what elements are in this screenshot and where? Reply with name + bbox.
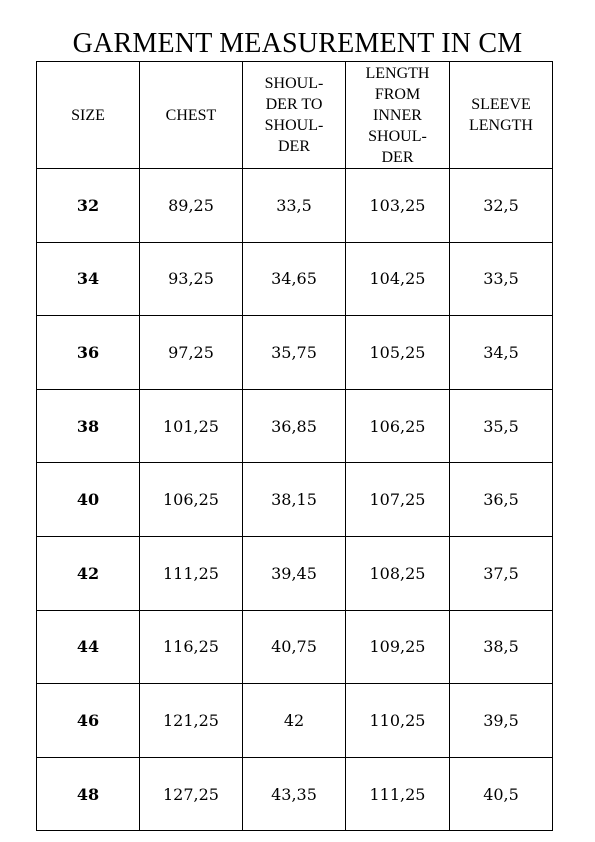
table-row — [37, 316, 553, 390]
header-sleeve-line: LENGTH — [469, 117, 533, 134]
length-cell: 109,25 — [346, 610, 450, 684]
sleeve-cell: 40,5 — [450, 757, 553, 831]
shoulder-cell: 40,75 — [243, 610, 346, 684]
chest-cell: 111,25 — [140, 536, 243, 610]
header-length-line: DER — [381, 148, 414, 166]
table-row — [37, 169, 553, 243]
table-row — [37, 684, 553, 758]
table-header-row — [37, 62, 553, 169]
header-size — [37, 62, 140, 169]
header-chest — [140, 62, 243, 169]
table-row — [37, 757, 553, 831]
page-title: GARMENT MEASUREMENT IN CM — [72, 28, 523, 59]
table-row — [37, 242, 553, 316]
sleeve-cell: 33,5 — [450, 242, 553, 316]
table-row — [37, 389, 553, 463]
size-cell: 38 — [37, 389, 140, 463]
size-cell: 40 — [37, 463, 140, 537]
table-row — [37, 463, 553, 537]
length-cell: 108,25 — [346, 536, 450, 610]
chest-cell: 121,25 — [140, 684, 243, 758]
header-sleeve-line: SLEEVE — [471, 96, 531, 113]
chest-cell: 106,25 — [140, 463, 243, 537]
length-cell: 103,25 — [346, 169, 450, 243]
header-length-line: LENGTH — [365, 64, 430, 82]
size-cell: 44 — [37, 610, 140, 684]
size-cell: 32 — [37, 169, 140, 243]
header-length-line: SHOUL- — [368, 127, 427, 145]
size-cell: 48 — [37, 757, 140, 831]
sleeve-cell: 34,5 — [450, 316, 553, 390]
measurement-table — [36, 61, 553, 831]
length-cell: 105,25 — [346, 316, 450, 390]
length-cell: 107,25 — [346, 463, 450, 537]
sleeve-cell: 37,5 — [450, 536, 553, 610]
length-cell: 104,25 — [346, 242, 450, 316]
size-cell: 36 — [37, 316, 140, 390]
size-cell: 42 — [37, 536, 140, 610]
header-shoulder-line: SHOUL- — [264, 75, 324, 92]
header-shoulder-to-shoulder — [243, 62, 346, 169]
header-chest-line: CHEST — [165, 106, 217, 124]
header-length-from-inner-shoulder — [346, 62, 450, 169]
shoulder-cell: 35,75 — [243, 316, 346, 390]
chest-cell: 127,25 — [140, 757, 243, 831]
chest-cell: 116,25 — [140, 610, 243, 684]
header-sleeve-length — [450, 62, 553, 169]
header-shoulder-line: DER TO — [265, 96, 323, 113]
shoulder-cell: 34,65 — [243, 242, 346, 316]
header-shoulder-line: DER — [278, 138, 310, 155]
chest-cell: 89,25 — [140, 169, 243, 243]
shoulder-cell: 39,45 — [243, 536, 346, 610]
header-shoulder-line: SHOUL- — [264, 117, 324, 134]
shoulder-cell: 33,5 — [243, 169, 346, 243]
header-size-line: SIZE — [71, 106, 105, 124]
chest-cell: 93,25 — [140, 242, 243, 316]
length-cell: 110,25 — [346, 684, 450, 758]
header-length-line: INNER — [373, 106, 422, 124]
chest-cell: 97,25 — [140, 316, 243, 390]
shoulder-cell: 43,35 — [243, 757, 346, 831]
length-cell: 111,25 — [346, 757, 450, 831]
table-row — [37, 536, 553, 610]
sleeve-cell: 36,5 — [450, 463, 553, 537]
sleeve-cell: 32,5 — [450, 169, 553, 243]
table-row — [37, 610, 553, 684]
header-length-line: FROM — [374, 85, 421, 103]
shoulder-cell: 38,15 — [243, 463, 346, 537]
sleeve-cell: 39,5 — [450, 684, 553, 758]
length-cell: 106,25 — [346, 389, 450, 463]
size-cell: 34 — [37, 242, 140, 316]
sleeve-cell: 35,5 — [450, 389, 553, 463]
shoulder-cell: 42 — [243, 684, 346, 758]
sleeve-cell: 38,5 — [450, 610, 553, 684]
chest-cell: 101,25 — [140, 389, 243, 463]
shoulder-cell: 36,85 — [243, 389, 346, 463]
size-cell: 46 — [37, 684, 140, 758]
